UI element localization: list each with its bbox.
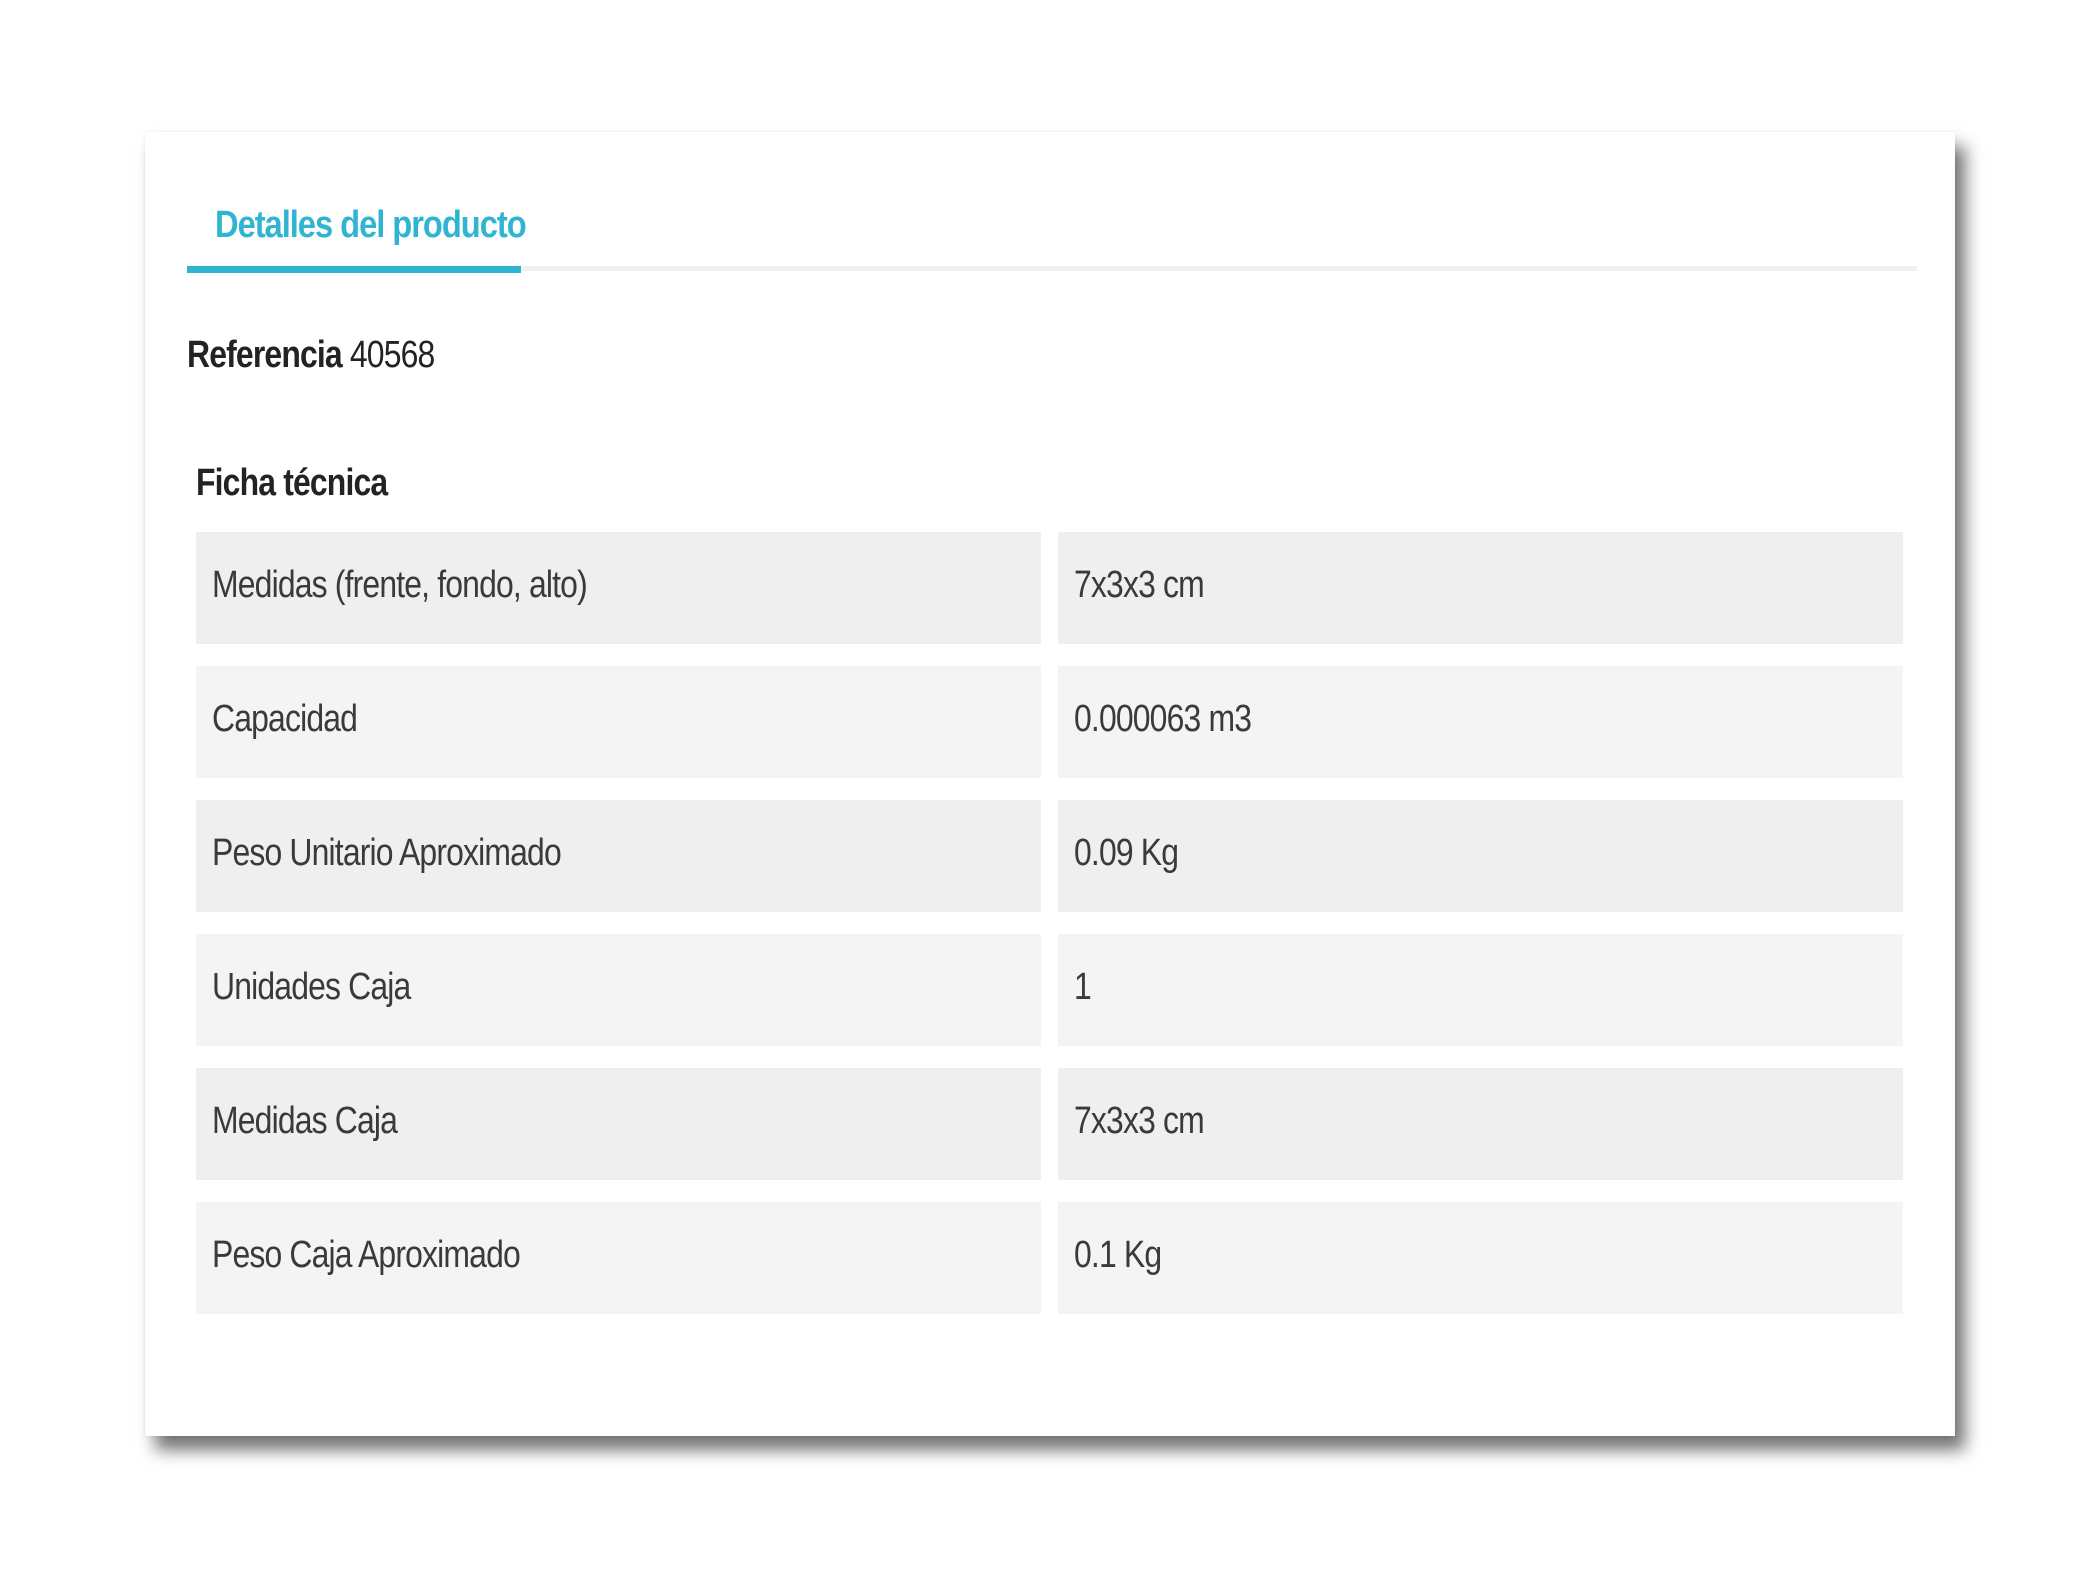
feature-name-cell (196, 1068, 1041, 1180)
tab-product-details[interactable] (187, 192, 526, 273)
product-reference (187, 334, 434, 377)
reference-value: 40568 (349, 334, 435, 376)
product-details-card (145, 132, 1955, 1436)
feature-value-cell (1058, 800, 1903, 912)
feature-value: 7x3x3 cm (1074, 1100, 1204, 1142)
feature-value-cell (1058, 1068, 1903, 1180)
feature-value: 0.000063 m3 (1074, 698, 1252, 740)
data-sheet-row (196, 1068, 1903, 1180)
feature-value-cell (1058, 532, 1903, 644)
feature-value: 7x3x3 cm (1074, 564, 1204, 606)
reference-label: Referencia (187, 334, 342, 376)
feature-name: Peso Unitario Aproximado (212, 832, 561, 874)
feature-name: Medidas (frente, fondo, alto) (212, 564, 587, 606)
feature-value-cell (1058, 666, 1903, 778)
tab-bar (187, 192, 1917, 271)
data-sheet-row (196, 532, 1903, 644)
feature-name: Medidas Caja (212, 1100, 398, 1142)
feature-name-cell (196, 934, 1041, 1046)
data-sheet-row (196, 1202, 1903, 1314)
feature-name-cell (196, 666, 1041, 778)
feature-name: Peso Caja Aproximado (212, 1234, 520, 1276)
feature-name-cell (196, 1202, 1041, 1314)
feature-value: 0.09 Kg (1074, 832, 1179, 874)
feature-value-cell (1058, 1202, 1903, 1314)
data-sheet-row (196, 666, 1903, 778)
feature-value-cell (1058, 934, 1903, 1046)
feature-name: Capacidad (212, 698, 358, 740)
feature-name: Unidades Caja (212, 966, 411, 1008)
feature-value: 1 (1074, 966, 1091, 1008)
feature-name-cell (196, 800, 1041, 912)
tab-label: Detalles del producto (215, 204, 526, 246)
data-sheet-table (196, 532, 1903, 1336)
feature-name-cell (196, 532, 1041, 644)
data-sheet-title: Ficha técnica (196, 462, 388, 504)
data-sheet-row (196, 934, 1903, 1046)
feature-value: 0.1 Kg (1074, 1234, 1162, 1276)
data-sheet-row (196, 800, 1903, 912)
